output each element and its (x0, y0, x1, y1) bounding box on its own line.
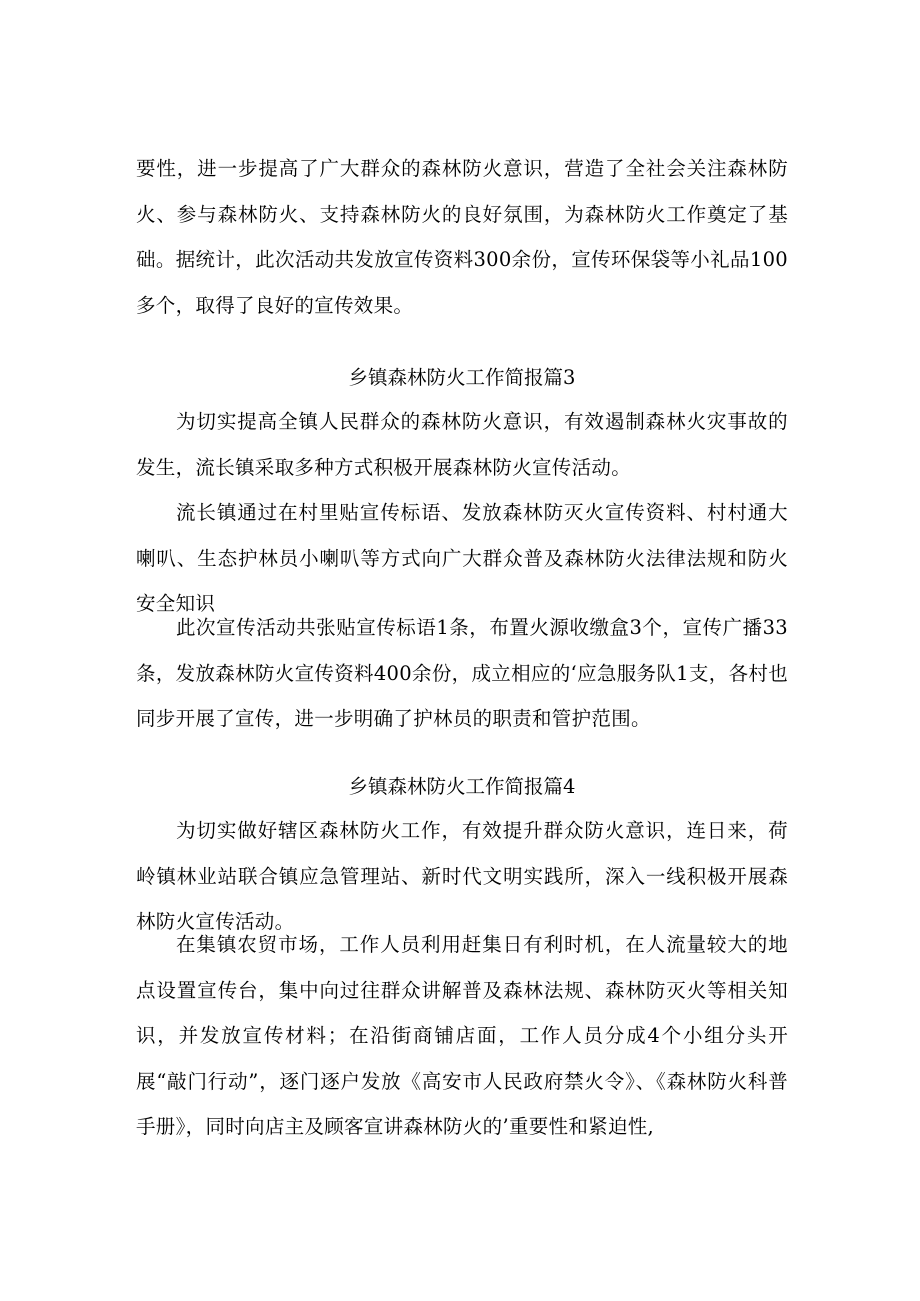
section3-paragraph-1: 为切实提高全镇人民群众的森林防火意识，有效遏制森林火灾事故的发生，流长镇采取多种方式积极开展森林防火宣传活动。 (136, 410, 788, 479)
section3-paragraph-2: 流长镇通过在村里贴宣传标语、发放森林防灭火宣传资料、村村通大喇叭、生态护林员小喇叭等方式向广大群众普及森林防火法律法规和防火安全知识 (136, 501, 788, 616)
section3-paragraph-3: 此次宣传活动共张贴宣传标语1条，布置火源收缴盒3个，宣传广播33条，发放森林防火宣传资料400余份，成立相应的‘应急服务队1支，各村也同步开展了宣传，进一步明确了护林员的职责和管护范围。 (136, 616, 788, 731)
section4-paragraph-2: 在集镇农贸市场，工作人员利用赶集日有利时机，在人流量较大的地点设置宣传台，集中向过往群众讲解普及森林法规、森林防灭火等相关知识，并发放宣传材料；在沿街商铺店面，工作人员分成4个小组分头开展“敲门行动”，逐门逐户发放《高安市人民政府禁火令》、《森林防火科普手册》，同时向店主及顾客宣讲森林防火的’重要性和紧迫性, (136, 933, 788, 1139)
section4-title: 乡镇森林防火工作简报篇4 (348, 775, 576, 798)
section4-paragraph-1: 为切实做好辖区森林防火工作，有效提升群众防火意识，连日来，荷岭镇林业站联合镇应急管理站、新时代文明实践所，深入一线积极开展森林防火宣传活动。 (136, 819, 788, 934)
section3-title: 乡镇森林防火工作简报篇3 (348, 366, 576, 389)
intro-paragraph: 要性，进一步提高了广大群众的森林防火意识，营造了全社会关注森林防火、参与森林防火、支持森林防火的良好氛围，为森林防火工作奠定了基础。据统计，此次活动共发放宣传资料300余份，宣传环保袋等小礼品100多个，取得了良好的宣传效果。 (136, 157, 788, 317)
